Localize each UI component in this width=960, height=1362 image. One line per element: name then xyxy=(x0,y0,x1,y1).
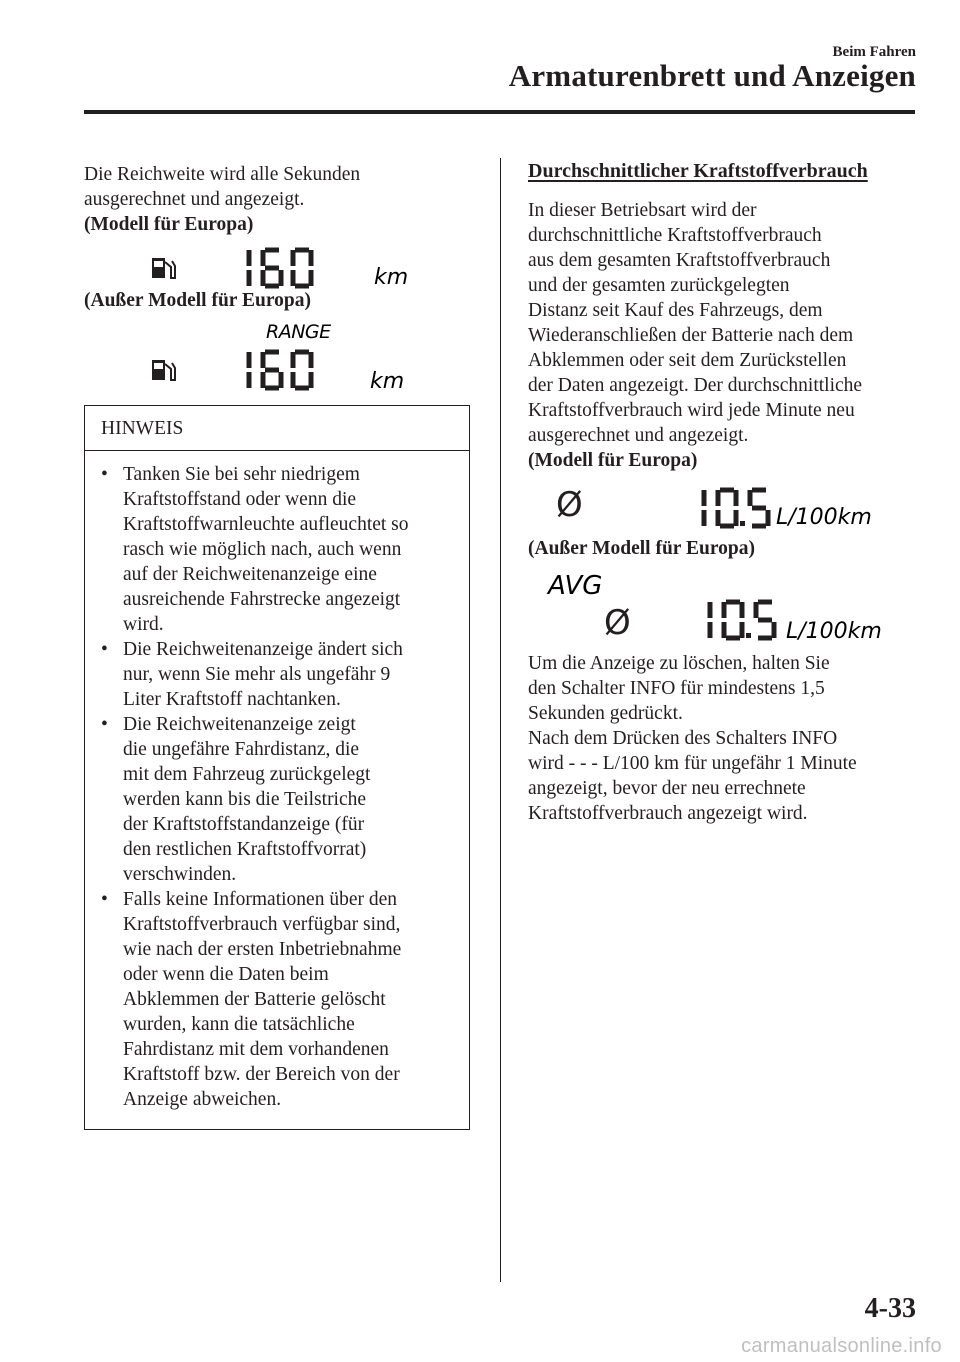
list-item xyxy=(101,462,409,637)
average-symbol-icon: Ø xyxy=(604,603,631,643)
text-line: Abklemmen der Batterie gelöscht xyxy=(123,989,386,1010)
chapter-title: Armaturenbrett und Anzeigen xyxy=(508,58,916,93)
text-line: die ungefähre Fahrdistanz, die xyxy=(123,739,360,760)
fuel-pump-icon xyxy=(152,258,175,278)
model-other-label: (Außer Modell für Europa) xyxy=(528,538,755,559)
text-line: Liter Kraftstoff nachtanken. xyxy=(123,689,341,710)
text-line: auf der Reichweitenanzeige eine xyxy=(123,564,377,585)
average-consumption-description xyxy=(528,198,862,473)
bullet-marker: • xyxy=(101,714,108,735)
text-line: ausreichende Fahrstrecke angezeigt xyxy=(123,589,401,610)
text-line: durchschnittliche Kraftstoffverbrauch xyxy=(528,225,822,246)
seven-segment-readout xyxy=(704,490,768,526)
note-title: HINWEIS xyxy=(101,418,184,439)
unit-label: km xyxy=(374,265,409,290)
bullet-marker: • xyxy=(101,889,108,910)
list-item xyxy=(101,887,409,1112)
text-line: Abklemmen oder seit dem Zurückstellen xyxy=(528,350,847,371)
note-bullets xyxy=(101,462,409,1112)
section-heading: Durchschnittlicher Kraftstoffverbrauch xyxy=(528,160,868,182)
text-line: Distanz seit Kauf des Fahrzeugs, dem xyxy=(528,300,823,321)
text-line: Kraftstoffwarnleuchte aufleuchtet so xyxy=(123,514,409,535)
section-label: Beim Fahren xyxy=(832,44,916,60)
range-intro xyxy=(84,162,360,237)
text-line: Um die Anzeige zu löschen, halten Sie xyxy=(528,653,830,674)
average-display-europe xyxy=(556,486,896,531)
text-line: den Schalter INFO für mindestens 1,5 xyxy=(528,678,825,699)
text-line: werden kann bis die Teilstriche xyxy=(123,789,367,810)
bullet-marker: • xyxy=(101,639,108,660)
text-line: Fahrdistanz mit dem vorhandenen xyxy=(123,1039,389,1060)
fuel-pump-icon xyxy=(152,360,175,380)
text-line: Wiederanschließen der Batterie nach dem xyxy=(528,325,854,346)
text-line: Die Reichweite wird alle Sekunden xyxy=(84,164,361,185)
text-line: wurden, kann die tatsächliche xyxy=(123,1014,355,1035)
text-line: nur, wenn Sie mehr als ungefähr 9 xyxy=(123,664,391,685)
text-line: rasch wie möglich nach, auch wenn xyxy=(123,539,402,560)
text-line: wird. xyxy=(123,614,164,635)
seven-segment-readout xyxy=(249,352,311,388)
text-line: der Daten angezeigt. Der durchschnittliche xyxy=(528,375,863,396)
text-line: Die Reichweitenanzeige zeigt xyxy=(123,714,356,735)
list-item xyxy=(101,637,409,712)
text-line: verschwinden. xyxy=(123,864,237,885)
unit-label: km xyxy=(370,369,405,394)
text-line: ausgerechnet und angezeigt. xyxy=(528,425,749,446)
average-display-other xyxy=(548,568,898,648)
text-line: angezeigt, bevor der neu errechnete xyxy=(528,778,806,799)
text-line: Kraftstoffstand oder wenn die xyxy=(123,489,357,510)
avg-label: AVG xyxy=(548,571,603,601)
watermark: carmanualsonline.info xyxy=(741,1335,942,1357)
text-line: Kraftstoffverbrauch angezeigt wird. xyxy=(528,803,808,824)
text-line: Kraftstoff bzw. der Bereich von der xyxy=(123,1064,400,1085)
text-line: Die Reichweitenanzeige ändert sich xyxy=(123,639,403,660)
text-line: Anzeige abweichen. xyxy=(123,1089,282,1110)
seven-segment-readout xyxy=(710,602,774,638)
text-line: In dieser Betriebsart wird der xyxy=(528,200,757,221)
text-line: Tanken Sie bei sehr niedrigem xyxy=(123,464,360,485)
text-line: ausgerechnet und angezeigt. xyxy=(84,189,305,210)
text-line: oder wenn die Daten beim xyxy=(123,964,329,985)
model-europe-label: (Modell für Europa) xyxy=(528,450,698,471)
column-divider xyxy=(500,158,501,1282)
average-symbol-icon: Ø xyxy=(556,485,583,525)
text-line: Kraftstoffverbrauch wird jede Minute neu xyxy=(528,400,855,421)
seven-segment-readout xyxy=(249,250,311,286)
text-line: Sekunden gedrückt. xyxy=(528,703,683,724)
text-line: Falls keine Informationen über den xyxy=(123,889,397,910)
range-display-other xyxy=(150,316,410,396)
range-display-europe xyxy=(150,244,410,294)
text-line: Nach dem Drücken des Schalters INFO xyxy=(528,728,838,749)
list-item xyxy=(101,712,409,887)
unit-label: L/100km xyxy=(776,505,872,530)
text-line: den restlichen Kraftstoffvorrat) xyxy=(123,839,367,860)
bullet-marker: • xyxy=(101,464,108,485)
text-line: Kraftstoffverbrauch verfügbar sind, xyxy=(123,914,401,935)
model-other-label: (Außer Modell für Europa) xyxy=(84,290,311,311)
text-line: wird - - - L/100 km für ungefähr 1 Minute xyxy=(528,753,857,774)
text-line: mit dem Fahrzeug zurückgelegt xyxy=(123,764,371,785)
header-rule xyxy=(84,110,915,114)
model-europe-label: (Modell für Europa) xyxy=(84,214,254,235)
text-line: wie nach der ersten Inbetriebnahme xyxy=(123,939,402,960)
note-divider xyxy=(85,450,469,451)
text-line: aus dem gesamten Kraftstoffverbrauch xyxy=(528,250,831,271)
text-line: und der gesamten zurückgelegten xyxy=(528,275,790,296)
range-label: RANGE xyxy=(266,321,331,343)
reset-instructions xyxy=(528,651,857,826)
page-number: 4-33 xyxy=(864,1293,916,1324)
text-line: der Kraftstoffstandanzeige (für xyxy=(123,814,365,835)
unit-label: L/100km xyxy=(786,619,882,644)
